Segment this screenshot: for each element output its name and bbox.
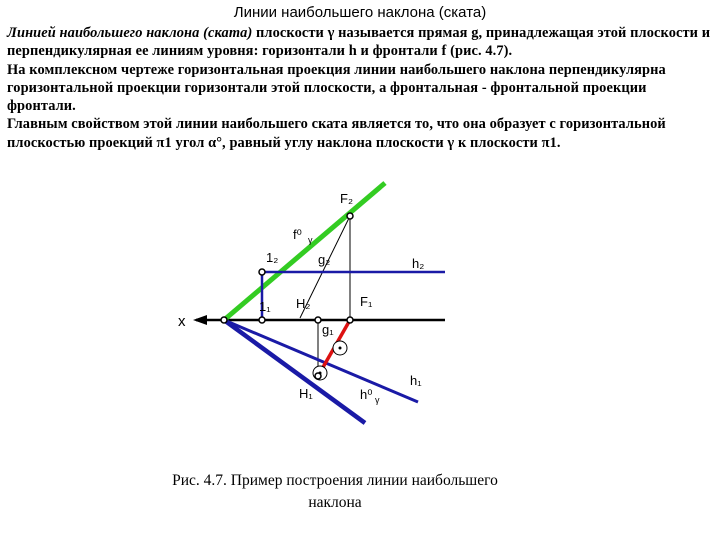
point-1-2 [259, 269, 265, 275]
x-axis-arrow [193, 315, 207, 325]
figure-caption [120, 470, 550, 514]
point-1-1 [259, 317, 265, 323]
label-f0: f⁰ [293, 227, 302, 242]
label-F1: F₁ [360, 294, 373, 309]
right-angle-marker-upper-dot [339, 347, 342, 350]
label-h2: h₂ [412, 256, 425, 271]
point-F1 [347, 317, 353, 323]
paragraph-property: Главным свойством этой линии наибольшего ската является то, что она образует с горизонтальной плоскостью проекций π1 угол α°, равный углу наклона плоскости γ к плоскости π1. [7, 116, 666, 151]
label-F2: F₂ [340, 191, 353, 206]
label-H2: H₂ [296, 296, 311, 311]
label-f0-sub: γ [308, 235, 313, 245]
point-H2 [315, 317, 321, 323]
label-h0: h⁰ [360, 387, 373, 402]
point-F2 [347, 213, 353, 219]
label-g1: g₁ [322, 322, 334, 337]
label-H1: H₁ [299, 386, 313, 401]
definition-text: плоскости γ называется прямая g, принадлежащая этой плоскости и перпендикулярная ее линиям уровня: горизонтали h и фронтали f (рис. 4.7). [7, 25, 711, 60]
paragraph-projection: На комплексном чертеже горизонтальная проекция линии наибольшего наклона перпендикулярна горизонтальной проекции горизонтали этой плоскости, а фронтальная - фронтальной проекции фронтали. [7, 61, 666, 115]
label-1-1: 1₁ [259, 299, 271, 314]
caption-line-2: наклона [308, 494, 362, 511]
caption-line-1: Рис. 4.7. Пример построения линии наибольшего [172, 472, 498, 489]
point-vanishing [221, 317, 227, 323]
point-H1 [315, 373, 321, 379]
label-g2: g₂ [318, 252, 331, 267]
page-title: Линии наибольшего наклона (ската) [233, 4, 487, 21]
definition-term: Линией наибольшего наклона (ската) [7, 25, 253, 41]
label-axis-x: x [178, 313, 186, 330]
label-h1: h₁ [410, 373, 422, 388]
label-1-2: 1₂ [266, 250, 279, 265]
label-h0-sub: γ [375, 395, 380, 405]
